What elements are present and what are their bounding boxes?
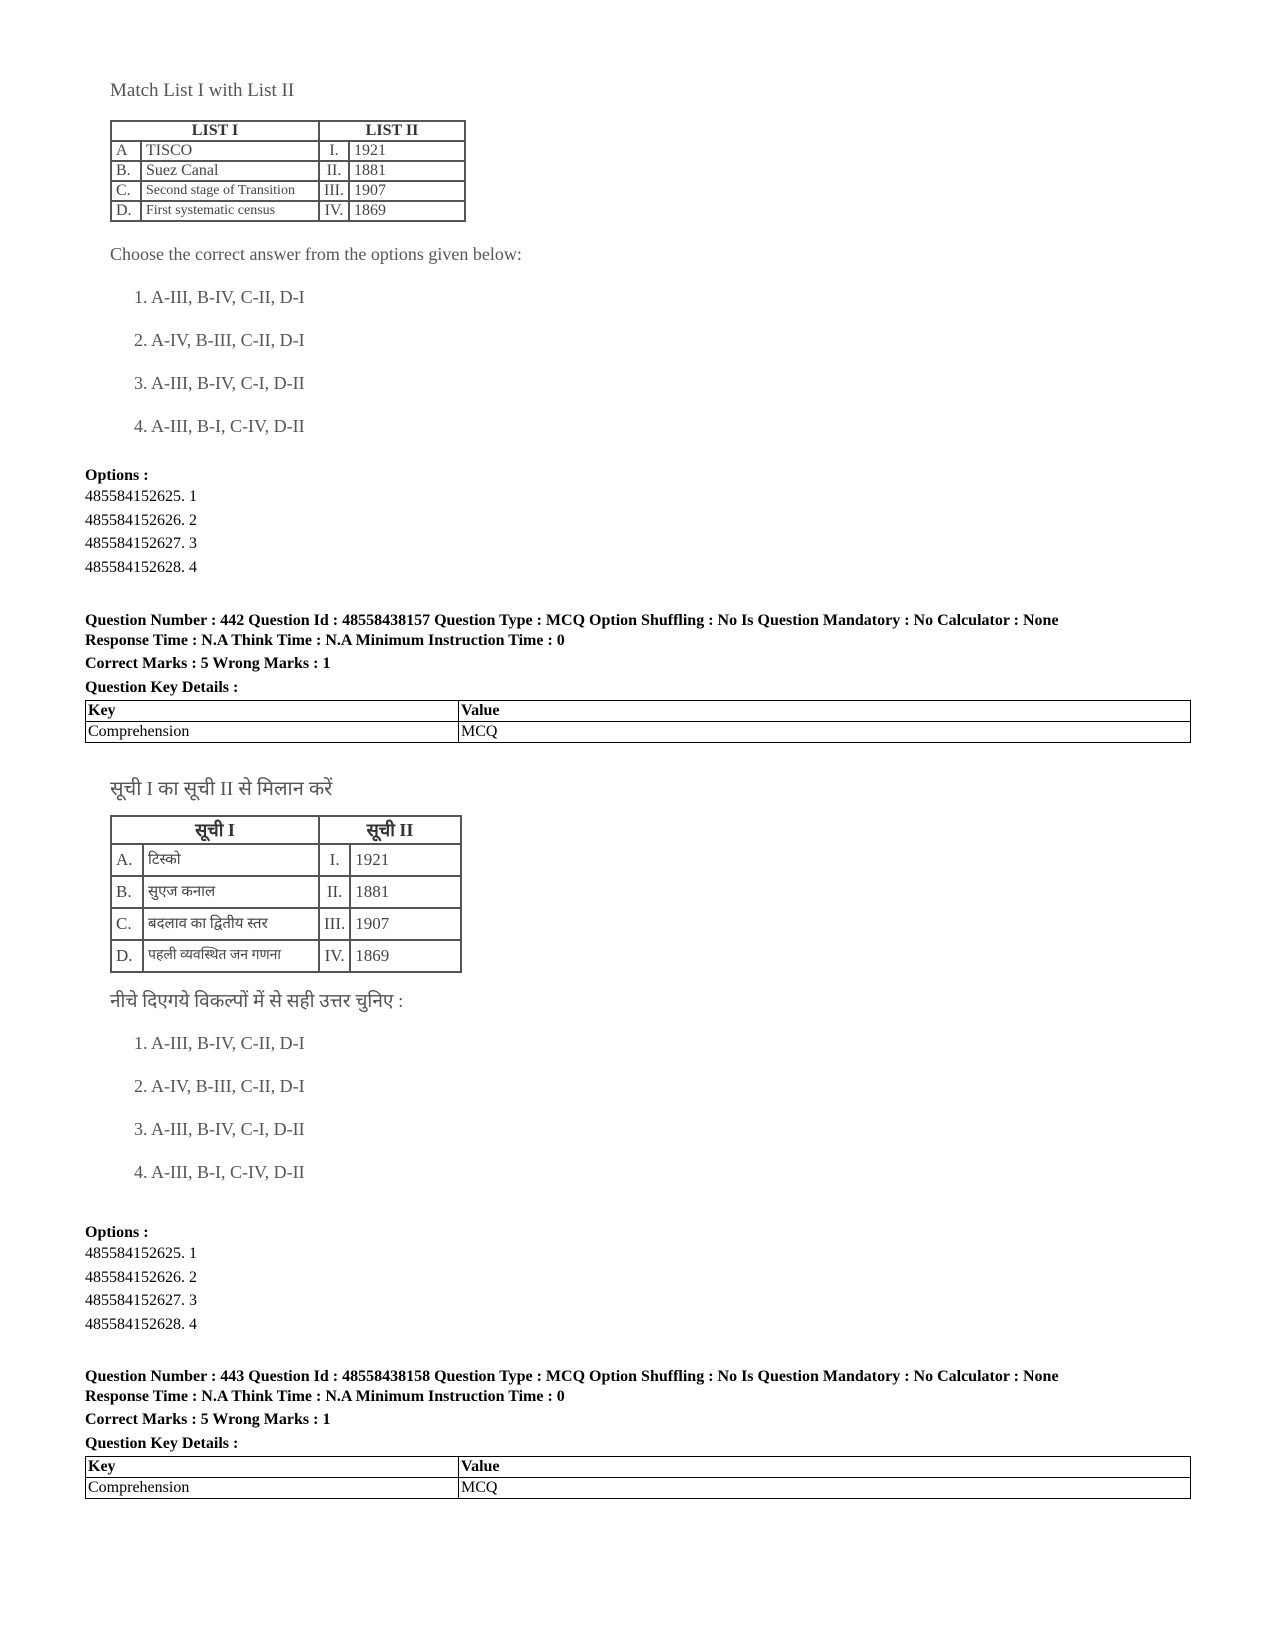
list-2-header: सूची II [319,816,461,844]
key-details-table [85,700,1191,743]
list-2-header: LIST II [319,121,465,141]
option-item: 485584152625. 1 [85,1245,197,1262]
table-row: C. बदलाव का द्वितीय स्तर III. 1907 [111,908,461,940]
marks-line: Correct Marks : 5 Wrong Marks : 1 [85,1411,331,1428]
option-item: 485584152628. 4 [85,558,197,576]
match-instruction: सूची I का सूची II से मिलान करें [110,778,333,800]
question-meta-443 [85,1367,1191,1499]
question-meta-442 [85,611,1191,743]
table-row: A TISCO I. 1921 [111,141,465,161]
choice-item: 2. A-IV, B-III, C-II, D-I [134,1076,305,1096]
key-details-table [85,1456,1191,1499]
timing-info-line: Response Time : N.A Think Time : N.A Minimum Instruction Time : 0 [85,632,565,649]
options-block [85,467,197,579]
list-1-header: LIST I [111,121,319,141]
option-item: 485584152625. 1 [85,488,197,505]
question-info-line: Question Number : 442 Question Id : 48558438157 Question Type : MCQ Option Shuffling : No Is Question Mandatory : No Calculator : None [85,612,1059,629]
choice-item: 1. A-III, B-IV, C-II, D-I [134,1033,305,1053]
choice-item: 1. A-III, B-IV, C-II, D-I [134,287,305,307]
option-item: 485584152626. 2 [85,511,197,529]
match-table [110,815,462,973]
timing-info-line: Response Time : N.A Think Time : N.A Minimum Instruction Time : 0 [85,1388,565,1405]
question-image-hindi [110,774,570,1183]
option-item: 485584152626. 2 [85,1268,197,1286]
option-item: 485584152628. 4 [85,1315,197,1333]
key-details-label: Question Key Details : [85,1435,239,1452]
table-row: B. सुएज कनाल II. 1881 [111,876,461,908]
options-block [85,1224,197,1336]
choose-instruction: नीचे दिएगये विकल्पों में से सही उत्तर चुनिए : [110,991,404,1012]
choice-item: 3. A-III, B-IV, C-I, D-II [134,373,305,393]
table-row: Key Value [86,1457,1191,1478]
table-row: Comprehension MCQ [86,1478,1191,1499]
option-item: 485584152627. 3 [85,535,197,552]
table-row: A. टिस्को I. 1921 [111,844,461,876]
list-1-header: सूची I [111,816,319,844]
table-row: Comprehension MCQ [86,722,1191,743]
table-row: Key Value [86,701,1191,722]
table-row: D. पहली व्यवस्थित जन गणना IV. 1869 [111,940,461,972]
match-table [110,120,466,222]
choice-item: 2. A-IV, B-III, C-II, D-I [134,330,305,350]
table-row: B. Suez Canal II. 1881 [111,161,465,181]
marks-line: Correct Marks : 5 Wrong Marks : 1 [85,655,331,672]
choice-item: 4. A-III, B-I, C-IV, D-II [134,416,305,436]
choose-instruction: Choose the correct answer from the options given below: [110,244,522,264]
option-item: 485584152627. 3 [85,1292,197,1309]
options-label: Options : [85,467,149,484]
question-info-line: Question Number : 443 Question Id : 48558438158 Question Type : MCQ Option Shuffling : No Is Question Mandatory : No Calculator : None [85,1368,1059,1385]
choice-item: 4. A-III, B-I, C-IV, D-II [134,1162,305,1182]
table-row: C. Second stage of Transition III. 1907 [111,181,465,201]
match-instruction: Match List I with List II [110,80,295,101]
question-image-english [110,80,570,437]
key-details-label: Question Key Details : [85,679,239,696]
table-row: D. First systematic census IV. 1869 [111,201,465,221]
choice-item: 3. A-III, B-IV, C-I, D-II [134,1119,305,1139]
options-label: Options : [85,1224,149,1241]
